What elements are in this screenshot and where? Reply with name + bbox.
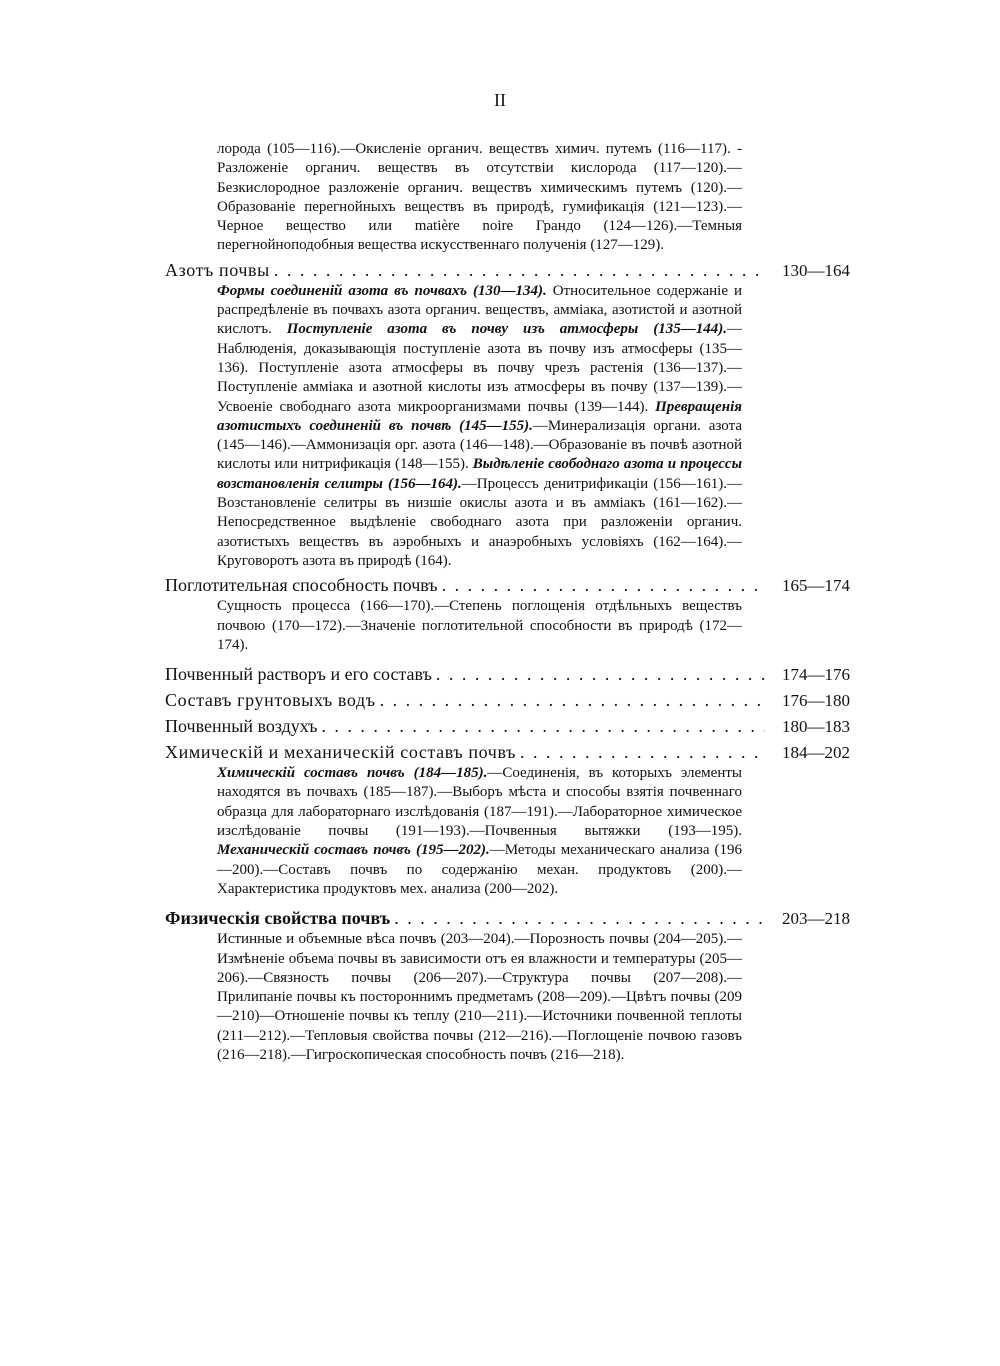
entry-pages: 176—180 [782, 691, 850, 711]
toc-entry-soil-air [165, 715, 850, 738]
entry-pages: 174—176 [782, 665, 850, 685]
leader-dots [394, 907, 765, 929]
toc-entry-absorption [165, 574, 850, 597]
subheading: Поступленіе азота въ почву изъ атмосферы (135—144). [286, 321, 727, 338]
toc-entry-physical-properties [165, 907, 850, 930]
subheading: Выдѣленіе свободнаго азота и процессы возстановленія селитры (156—164). [217, 456, 742, 492]
opening-paragraph: лорода (105—116).—Окисленіе органич. веществъ химич. путемъ (116—117). - Разложеніе органич. веществъ въ отсутствіи кислорода (117—120).—Безкислородное разложеніе органич. веществъ химическимъ путемъ (120).—Образованіе перегнойныхъ веществъ въ природѣ, гумификація (121—123).—Черное вещество или matière noire Грандо (124—126).—Темныя перегнойноподобныя вещества искусственнаго полученія (127—129). [217, 141, 742, 254]
leader-dots [442, 574, 765, 596]
entry-description: Химическій составъ почвъ (184—185).—Соединенія, въ которыхъ элементы находятся въ почвахъ (185—187).—Выборъ мѣста и способы взятія почвеннаго образца для лабораторнаго изслѣдованія (187—191).—Лабораторное химическое изслѣдованіе почвы (191—193).—Почвенныя вытяжки (193—195). Механическій составъ почвъ (195—202).—Методы механическаго анализа (196—200).—Составъ почвъ по содержанію механ. продуктовъ (200).—Характеристика продуктовъ мех. анализа (200—202). [217, 765, 742, 897]
leader-dots [321, 715, 765, 737]
page-number: II [494, 90, 506, 110]
entry-pages: 180—183 [782, 717, 850, 737]
entry-title: Химическій и механическій составъ почвъ [165, 742, 517, 763]
leader-dots [380, 689, 765, 711]
entry-pages: 165—174 [782, 576, 850, 596]
entry-description: Истинные и объемные вѣса почвъ (203—204).—Порозность почвы (204—205).—Измѣненіе объема почвы въ зависимости отъ ея влажности и температуры (205—206).—Связность почвы (206—207).—Структура почвы (207—208).—Прилипаніе почвы къ постороннимъ предметамъ (208—209).—Цвѣтъ почвы (209—210)—Отношеніе почвы къ теплу (210—211).—Источники почвенной теплоты (211—212).—Тепловыя свойства почвы (212—216).—Поглощеніе почвою газовъ (216—218).—Гигроскопическая способность почвъ (216—218). [217, 931, 742, 1063]
leader-dots [274, 259, 765, 281]
subheading: Превращенія азотистыхъ соединеній въ почвѣ (145—155). [217, 398, 742, 434]
table-of-contents [165, 140, 850, 1065]
toc-entry-groundwater [165, 689, 850, 712]
entry-pages: 130—164 [782, 260, 850, 280]
leader-dots [436, 663, 765, 685]
toc-entry-nitrogen [165, 259, 850, 282]
subheading: Механическій составъ почвъ (195—202). [217, 842, 490, 859]
entry-pages: 184—202 [782, 743, 850, 763]
entry-title: Азотъ почвы [165, 259, 270, 280]
entry-description: Сущность процесса (166—170).—Степень поглощенія отдѣльныхъ веществъ почвою (170—172).—Значеніе поглотительной способности въ природѣ (172—174). [217, 598, 742, 653]
leader-dots [520, 741, 765, 763]
subheading: Химическій составъ почвъ (184—185). [217, 765, 488, 782]
entry-title: Составъ грунтовыхъ водъ [165, 690, 376, 711]
toc-entry-soil-solution [165, 663, 850, 686]
entry-title: Поглотительная способность почвъ [165, 575, 438, 596]
toc-entry-chemical-composition [165, 741, 850, 764]
entry-title: Почвенный воздухъ [165, 716, 318, 737]
entry-title: Почвенный растворъ и его составъ [165, 664, 432, 685]
entry-title: Физическія свойства почвъ [165, 908, 391, 929]
entry-pages: 203—218 [782, 909, 850, 929]
entry-description: Формы соединеній азота въ почвахъ (130—134). Относительное содержаніе и распредѣленіе въ почвахъ азота органич. веществъ, амміака, азотистой и азотной кислотъ. Поступленіе азота въ почву изъ атмосферы (135—144).—Наблюденія, доказывающія поступленіе азота въ почву изъ атмосферы (135—136). Поступленіе азота атмосферы въ почву чрезъ растенія (136—137).—Поступленіе амміака и азотной кислоты изъ атмосферы въ почву (137—139).—Усвоеніе свободнаго азота микроорганизмами почвы (139—144). Превращенія азотистыхъ соединеній въ почвѣ (145—155).—Минерализація органи. азота (145—146).—Аммонизація орг. азота (146—148).—Образованіе въ почвѣ азотной кислоты или нитрификація (148—155). Выдѣленіе свободнаго азота и процессы возстановленія селитры (156—164).—Процессъ денитрификаціи (156—161).—Возстановленіе селитры въ низшіе окислы азота и въ амміакъ (161—162).—Непосредственное выдѣленіе свободнаго азота при разложеніи органич. азотистыхъ веществъ въ аэробныхъ и анаэробныхъ условіяхъ (162—164).—Круговоротъ азота въ природѣ (164). [217, 282, 742, 569]
subheading: Формы соединеній азота въ почвахъ (130—134). [217, 282, 547, 299]
